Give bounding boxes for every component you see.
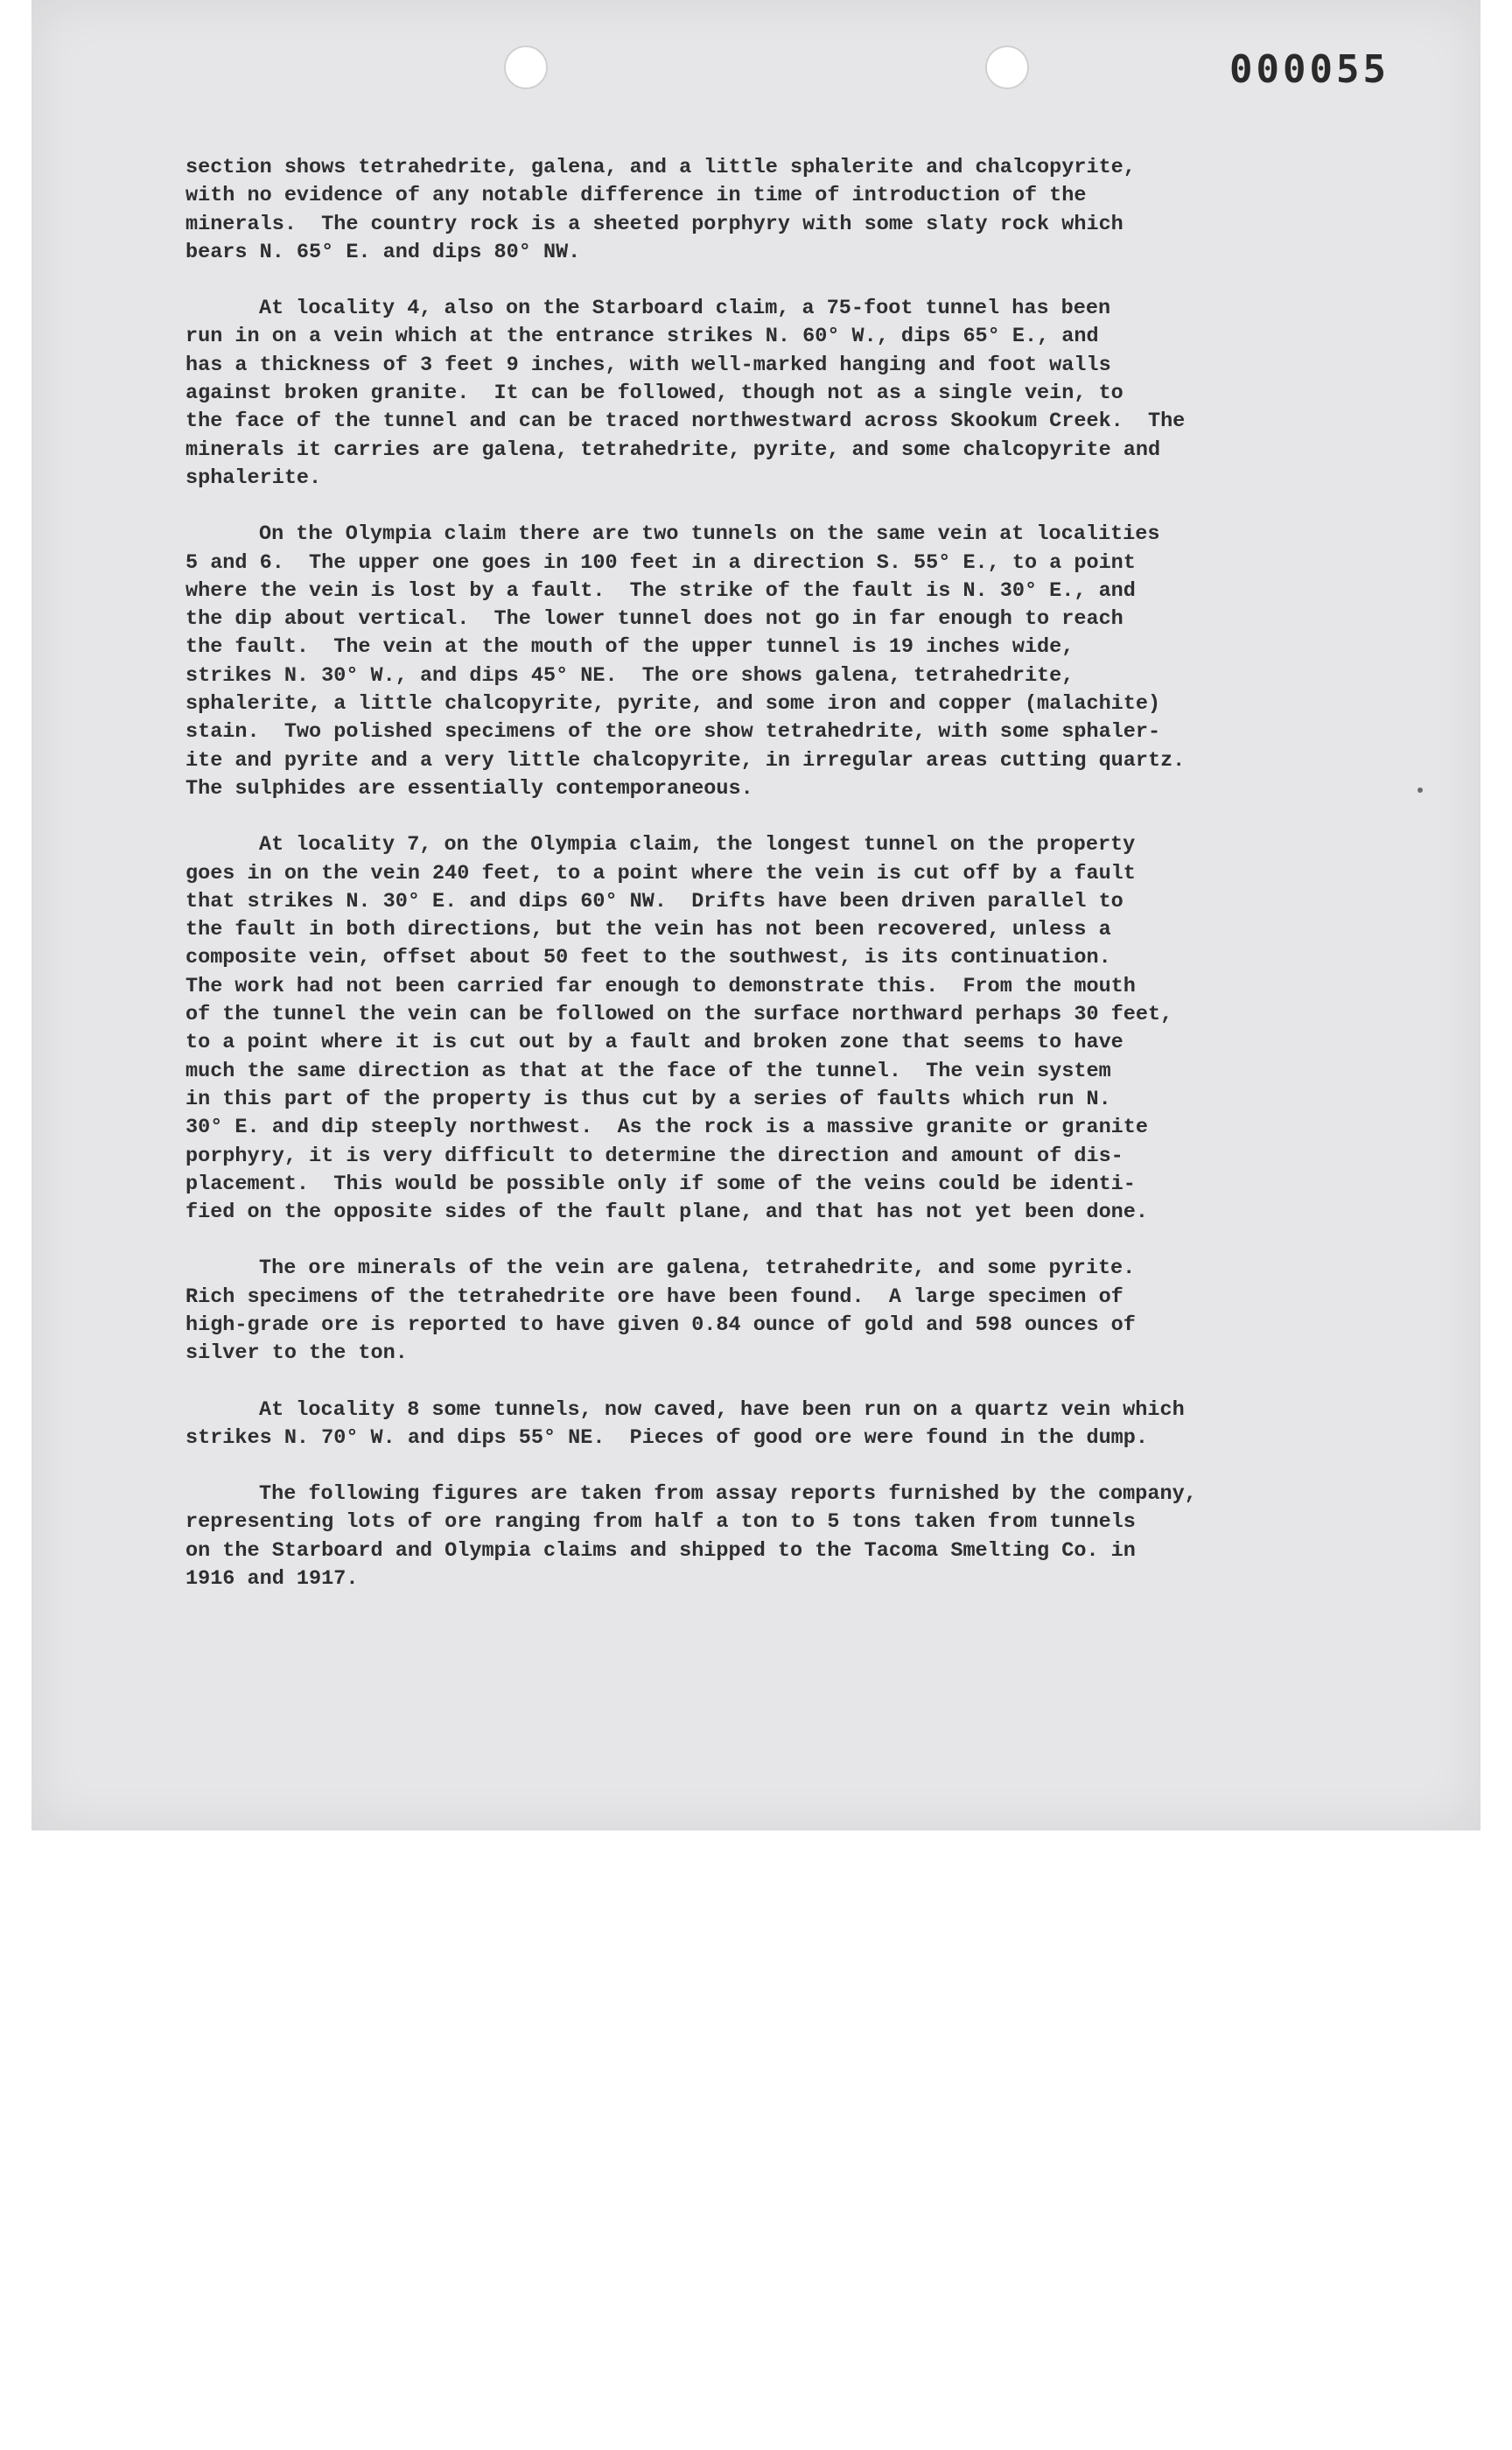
text-line: The work had not been carried far enough to demonstrate this. From the mouth xyxy=(186,974,1136,998)
text-line: 5 and 6. The upper one goes in 100 feet in a direction S. 55° E., to a point xyxy=(186,550,1136,575)
text-line: of the tunnel the vein can be followed on the surface northward perhaps 30 feet, xyxy=(186,1003,1173,1027)
text-line: minerals. The country rock is a sheeted porphyry with some slaty rock which xyxy=(186,212,1124,236)
paragraph xyxy=(186,831,1410,1227)
text-line: minerals it carries are galena, tetrahedrite, pyrite, and some chalcopyrite and xyxy=(186,438,1161,462)
text-line: with no evidence of any notable difference in time of introduction of the xyxy=(186,184,1087,208)
text-line: high-grade ore is reported to have given 0.84 ounce of gold and 598 ounces of xyxy=(186,1312,1136,1337)
text-line: much the same direction as that at the face of the tunnel. The vein system xyxy=(186,1059,1111,1083)
paragraph xyxy=(186,1255,1410,1368)
text-line: silver to the ton. xyxy=(186,1341,408,1366)
document-page xyxy=(32,0,1480,1830)
text-line: to a point where it is cut out by a fault and broken zone that seems to have xyxy=(186,1031,1124,1055)
paragraph xyxy=(186,295,1410,493)
page-number: 000055 xyxy=(1229,47,1390,92)
text-line: has a thickness of 3 feet 9 inches, with well-marked hanging and foot walls xyxy=(186,353,1111,377)
text-line: goes in on the vein 240 feet, to a point where the vein is cut off by a fault xyxy=(186,861,1136,886)
text-line: The sulphides are essentially contemporaneous. xyxy=(186,776,753,801)
text-line: representing lots of ore ranging from half a ton to 5 tons taken from tunnels xyxy=(186,1510,1136,1535)
paragraph xyxy=(186,1396,1410,1453)
paragraph xyxy=(186,521,1410,803)
text-line: against broken granite. It can be followed, though not as a single vein, to xyxy=(186,382,1124,406)
paragraph xyxy=(186,154,1410,267)
text-line: 30° E. and dip steeply northwest. As the rock is a massive granite or granite xyxy=(186,1116,1148,1140)
punch-hole xyxy=(504,46,548,89)
text-line: 1916 and 1917. xyxy=(186,1567,359,1592)
text-line: ite and pyrite and a very little chalcopyrite, in irregular areas cutting quartz. xyxy=(186,748,1186,773)
text-line: The ore minerals of the vein are galena, tetrahedrite, and some pyrite. xyxy=(259,1256,1136,1281)
text-line: the face of the tunnel and can be traced northwestward across Skookum Creek. The xyxy=(186,410,1186,434)
document-body xyxy=(186,154,1410,1621)
text-line: porphyry, it is very difficult to determine the direction and amount of dis- xyxy=(186,1144,1124,1168)
text-line: strikes N. 30° W., and dips 45° NE. The ore shows galena, tetrahedrite, xyxy=(186,663,1074,688)
text-line: that strikes N. 30° E. and dips 60° NW. Drifts have been driven parallel to xyxy=(186,889,1124,914)
text-line: At locality 8 some tunnels, now caved, have been run on a quartz vein which xyxy=(259,1397,1185,1422)
text-line: At locality 7, on the Olympia claim, the longest tunnel on the property xyxy=(259,833,1136,858)
text-line: sphalerite, a little chalcopyrite, pyrite, and some iron and copper (malachite) xyxy=(186,692,1161,717)
text-line: At locality 4, also on the Starboard claim, a 75-foot tunnel has been xyxy=(259,297,1111,321)
text-line: where the vein is lost by a fault. The strike of the fault is N. 30° E., and xyxy=(186,578,1136,603)
text-line: composite vein, offset about 50 feet to the southwest, is its continuation. xyxy=(186,946,1111,970)
text-line: in this part of the property is thus cut by a series of faults which run N. xyxy=(186,1087,1111,1111)
text-line: section shows tetrahedrite, galena, and a little sphalerite and chalcopyrite, xyxy=(186,156,1136,179)
text-line: the dip about vertical. The lower tunnel does not go in far enough to reach xyxy=(186,607,1124,632)
text-line: On the Olympia claim there are two tunnels on the same vein at localities xyxy=(259,522,1160,547)
text-line: run in on a vein which at the entrance strikes N. 60° W., dips 65° E., and xyxy=(186,325,1099,349)
text-line: sphalerite. xyxy=(186,466,322,490)
text-line: bears N. 65° E. and dips 80° NW. xyxy=(186,240,581,264)
text-line: strikes N. 70° W. and dips 55° NE. Pieces of good ore were found in the dump. xyxy=(186,1425,1148,1450)
text-line: Rich specimens of the tetrahedrite ore have been found. A large specimen of xyxy=(186,1284,1124,1309)
text-line: placement. This would be possible only if some of the veins could be identi- xyxy=(186,1172,1136,1196)
text-line: fied on the opposite sides of the fault plane, and that has not yet been done. xyxy=(186,1200,1148,1225)
text-line: The following figures are taken from assay reports furnished by the company, xyxy=(259,1482,1197,1507)
text-line: on the Starboard and Olympia claims and shipped to the Tacoma Smelting Co. in xyxy=(186,1538,1136,1563)
text-line: the fault in both directions, but the vein has not been recovered, unless a xyxy=(186,918,1111,942)
stray-mark xyxy=(1418,788,1423,793)
punch-hole xyxy=(985,46,1029,89)
text-line: the fault. The vein at the mouth of the upper tunnel is 19 inches wide, xyxy=(186,635,1074,660)
paragraph xyxy=(186,1480,1410,1593)
text-line: stain. Two polished specimens of the ore show tetrahedrite, with some sphaler- xyxy=(186,720,1161,745)
